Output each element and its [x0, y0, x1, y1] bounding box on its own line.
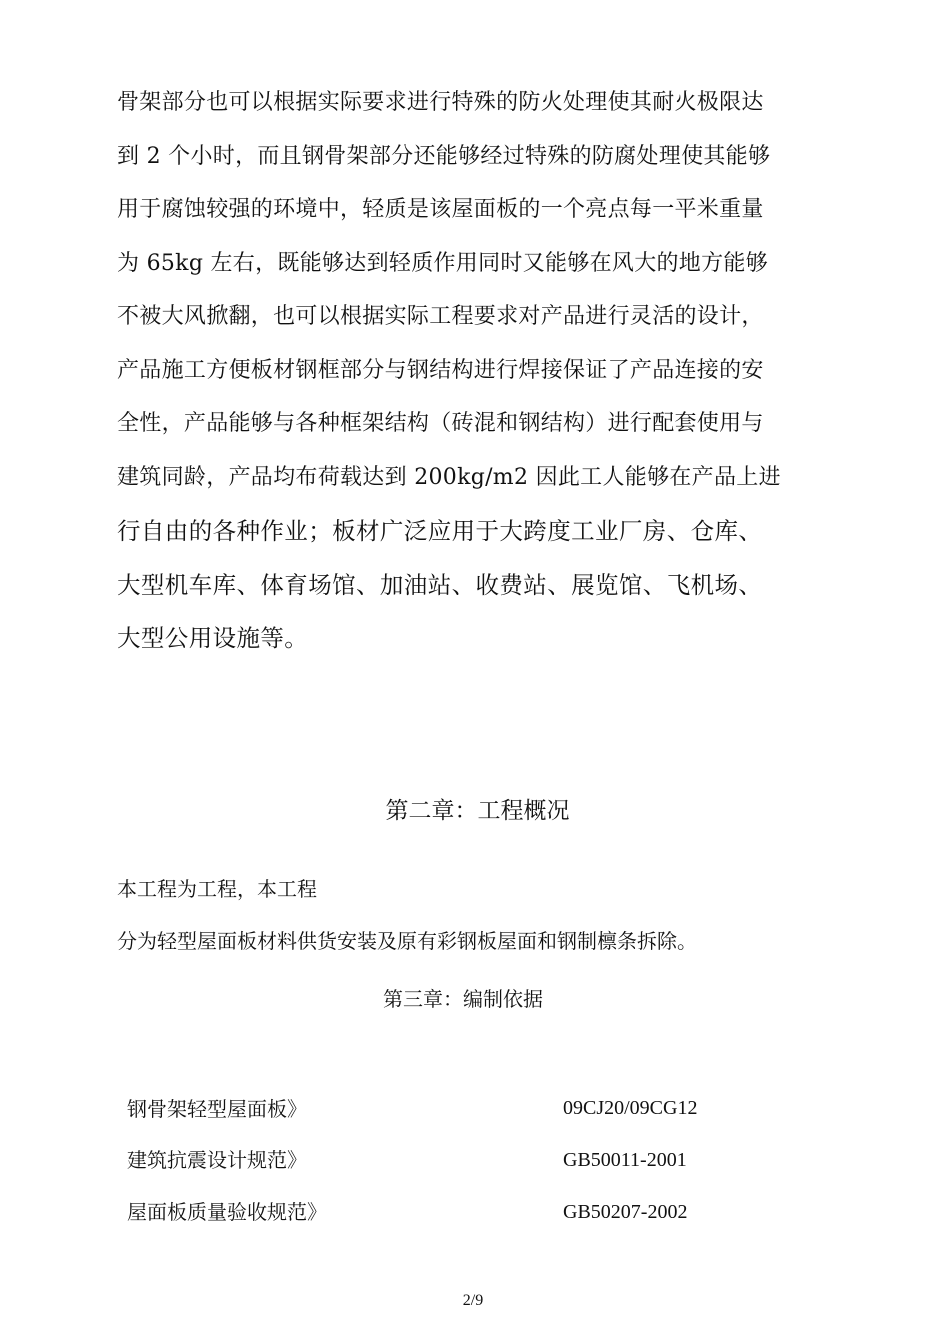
paragraph-line: 不被大风掀翻，也可以根据实际工程要求对产品进行灵活的设计， — [117, 304, 764, 329]
reference-code: GB50207-2002 — [563, 1201, 688, 1223]
paragraph-line: 到 2 个小时，而且钢骨架部分还能够经过特殊的防腐处理使其能够 — [117, 143, 771, 169]
paragraph-line: 骨架部分也可以根据实际要求进行特殊的防火处理使其耐火极限达 — [117, 90, 764, 115]
chapter-2-heading: 第二章：工程概况 — [385, 798, 570, 824]
paragraph-line: 行自由的各种作业；板材广泛应用于大跨度工业厂房、仓库、 — [117, 517, 763, 545]
reference-row — [0, 1197, 950, 1233]
paragraph-line: 大型公用设施等。 — [117, 624, 309, 652]
chapter-3-heading: 第三章：编制依据 — [383, 987, 543, 1011]
reference-row — [0, 1094, 950, 1130]
reference-row — [0, 1145, 950, 1181]
reference-code: GB50011-2001 — [563, 1149, 687, 1171]
paragraph-line: 用于腐蚀较强的环境中，轻质是该屋面板的一个亮点每一平米重量 — [117, 197, 764, 222]
reference-name: 建筑抗震设计规范》 — [127, 1148, 307, 1172]
intro-paragraph — [117, 80, 877, 669]
chapter-2-line-2: 分为轻型屋面板材料供货安装及原有彩钢板屋面和钢制檩条拆除。 — [117, 929, 697, 953]
paragraph-line: 为 65kg 左右，既能够达到轻质作用同时又能够在风大的地方能够 — [117, 250, 768, 276]
paragraph-line: 建筑同龄，产品均布荷载达到 200kg/m2 因此工人能够在产品上进 — [117, 464, 781, 490]
chapter-2-line-1: 本工程为工程，本工程 — [117, 877, 317, 901]
page-number: 2/9 — [462, 1292, 484, 1309]
reference-code: 09CJ20/09CG12 — [563, 1097, 698, 1119]
paragraph-line: 全性，产品能够与各种框架结构（砖混和钢结构）进行配套使用与 — [117, 411, 764, 436]
reference-name: 屋面板质量验收规范》 — [127, 1200, 327, 1224]
reference-name: 钢骨架轻型屋面板》 — [127, 1097, 307, 1121]
paragraph-line: 产品施工方便板材钢框部分与钢结构进行焊接保证了产品连接的安 — [117, 357, 764, 383]
paragraph-line: 大型机车库、体育场馆、加油站、收费站、展览馆、飞机场、 — [117, 570, 763, 599]
